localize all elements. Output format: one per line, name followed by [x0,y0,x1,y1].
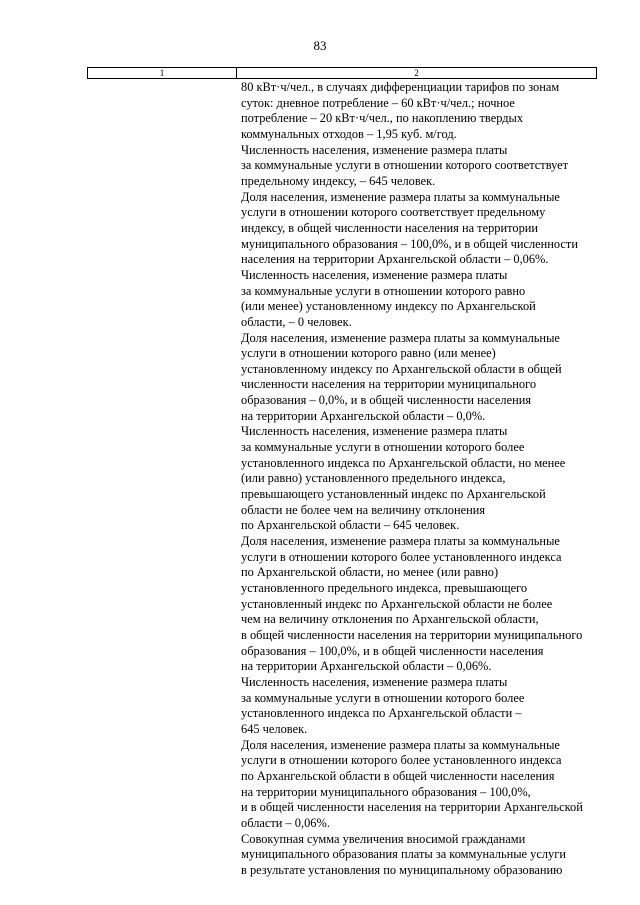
text-line: индексу, в общей численности населения на территории [241,220,539,235]
text-line: области, – 0 человек. [241,314,352,329]
column-number-2: 2 [236,68,597,78]
text-line: за коммунальные услуги в отношении которого более [241,440,525,455]
text-line: услуги в отношении которого равно (или менее) [241,346,496,361]
text-line: за коммунальные услуги в отношении которого равно [241,283,526,298]
column-number-1: 1 [87,68,236,78]
text-line: Доля населения, изменение размера платы за коммунальные [241,189,560,204]
text-line: потребление – 20 кВт·ч/чел., по накоплению твердых [241,111,524,126]
text-line: услуги в отношении которого соответствует предельному [241,205,546,220]
text-line: (или равно) установленного предельного индекса, [241,471,506,486]
text-line: 645 человек. [241,721,308,736]
text-line: установленный индекс по Архангельской области не более [241,596,553,611]
text-line: Совокупная сумма увеличения вносимой гражданами [241,831,526,846]
text-line: Численность населения, изменение размера платы [241,674,508,689]
text-line: на территории муниципального образования – 100,0%, [241,784,531,799]
text-line: по Архангельской области в общей численности населения [241,768,555,783]
text-line: населения на территории Архангельской области – 0,06%. [241,252,549,267]
text-line: численности населения на территории муниципального [241,377,537,392]
text-line: (или менее) установленному индексу по Архангельской [241,299,536,314]
document-text-column [241,80,601,878]
text-line: Доля населения, изменение размера платы за коммунальные [241,330,560,345]
text-line: суток: дневное потребление – 60 кВт·ч/чел.; ночное [241,95,515,110]
text-line: Численность населения, изменение размера платы [241,267,508,282]
text-line: установленному индексу по Архангельской области в общей [241,361,562,376]
text-line: в общей численности населения на территории муниципального [241,627,583,642]
text-line: муниципального образования платы за коммунальные услуги [241,847,566,862]
text-line: области не более чем на величину отклонения [241,502,486,517]
text-line: услуги в отношении которого более установленного индекса [241,753,562,768]
text-line: на территории Архангельской области – 0,06%. [241,659,492,674]
table-column-header [87,67,597,79]
text-line: установленного индекса по Архангельской области, но менее [241,455,566,470]
text-line: по Архангельской области – 645 человек. [241,518,460,533]
text-line: чем на величину отклонения по Архангельской области, [241,612,539,627]
text-line: установленного предельного индекса, превышающего [241,581,528,595]
text-line: за коммунальные услуги в отношении которого соответствует [241,158,569,173]
page-number: 83 [313,38,327,53]
text-line: превышающего установленный индекс по Архангельской [241,487,546,502]
text-line: Численность населения, изменение размера платы [241,424,508,439]
text-line: образования – 0,0%, и в общей численности населения [241,393,532,408]
text-line: Доля населения, изменение размера платы за коммунальные [241,534,560,549]
text-line: услуги в отношении которого более установленного индекса [241,549,562,564]
text-line: и в общей численности населения на территории Архангельской [241,800,583,815]
text-line: муниципального образования – 100,0%, и в общей численности [241,236,578,251]
text-line: Доля населения, изменение размера платы за коммунальные [241,737,560,752]
text-line: в результате установления по муниципальному образованию [241,862,563,877]
text-line: предельному индексу, – 645 человек. [241,173,436,188]
text-line: за коммунальные услуги в отношении которого более [241,690,525,705]
text-line: установленного индекса по Архангельской области – [241,706,522,721]
text-line: коммунальных отходов – 1,95 куб. м/год. [241,126,457,141]
text-line: 80 кВт·ч/чел., в случаях дифференциации тарифов по зонам [241,80,560,94]
text-line: области – 0,06%. [241,815,330,830]
text-line: образования – 100,0%, и в общей численности населения [241,643,544,658]
text-line: на территории Архангельской области – 0,0%. [241,408,486,423]
text-line: Численность населения, изменение размера платы [241,142,508,157]
text-line: по Архангельской области, но менее (или равно) [241,565,499,580]
